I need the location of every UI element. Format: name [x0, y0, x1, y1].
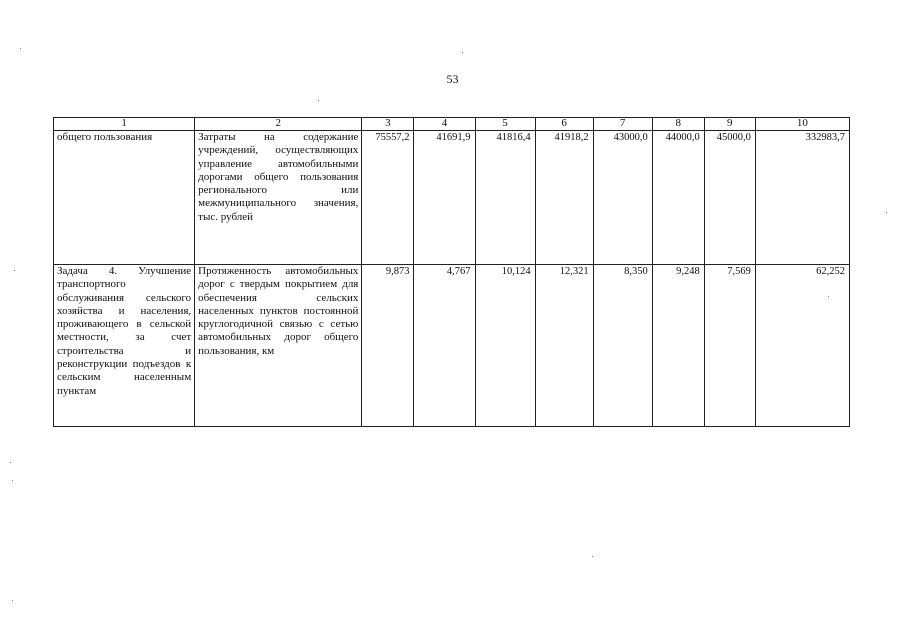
- value-cell: 41691,9: [414, 131, 475, 265]
- scan-speck: [14, 270, 15, 271]
- column-header: 5: [475, 118, 535, 131]
- value-cell: 9,873: [362, 265, 414, 427]
- header-row: [54, 118, 850, 131]
- scan-speck: [462, 52, 463, 53]
- task-cell: Задача 4. Улучшение транспортного обслуживания сельского хозяйства и населения, проживающего в сельской местности, за счет строительства и реконструкции подъездов к сельским населенным пунктам: [54, 265, 195, 427]
- value-cell: 4,767: [414, 265, 475, 427]
- value-cell: 45000,0: [704, 131, 755, 265]
- value-cell: 44000,0: [652, 131, 704, 265]
- value-cell: 12,321: [535, 265, 593, 427]
- table-row: [54, 131, 850, 265]
- column-header: 10: [755, 118, 849, 131]
- page-number: 53: [446, 72, 459, 86]
- table-row: [54, 265, 850, 427]
- scan-speck: [10, 462, 11, 463]
- column-header: 9: [704, 118, 755, 131]
- column-header: 4: [414, 118, 475, 131]
- column-header: 8: [652, 118, 704, 131]
- value-cell: 10,124: [475, 265, 535, 427]
- value-cell: 41816,4: [475, 131, 535, 265]
- column-header: 3: [362, 118, 414, 131]
- value-cell: 75557,2: [362, 131, 414, 265]
- value-cell: 8,350: [593, 265, 652, 427]
- value-cell: 62,252: [755, 265, 849, 427]
- scan-speck: [12, 480, 13, 481]
- column-header: 7: [593, 118, 652, 131]
- scan-speck: [828, 296, 829, 297]
- scan-speck: [12, 600, 13, 601]
- value-cell: 7,569: [704, 265, 755, 427]
- scan-speck: [318, 100, 319, 101]
- column-header: 6: [535, 118, 593, 131]
- scan-speck: [592, 556, 593, 557]
- indicator-cell: Протяженность автомобильных дорог с твердым покрытием для обеспечения сельских населенных пунктов постоянной круглогодичной связью с сетью автомобильных дорог общего пользования, км: [195, 265, 362, 427]
- value-cell: 43000,0: [593, 131, 652, 265]
- scan-speck: [886, 212, 887, 213]
- column-header: 1: [54, 118, 195, 131]
- value-cell: 41918,2: [535, 131, 593, 265]
- task-cell: общего пользования: [54, 131, 195, 265]
- value-cell: 332983,7: [755, 131, 849, 265]
- scan-speck: [20, 48, 21, 49]
- indicator-cell: Затраты на содержание учреждений, осуществляющих управление автомобильными дорогами общего пользования регионального или межмуниципального значения, тыс. рублей: [195, 131, 362, 265]
- column-header: 2: [195, 118, 362, 131]
- table-header: [54, 118, 850, 131]
- indicators-table: [53, 117, 850, 427]
- value-cell: 9,248: [652, 265, 704, 427]
